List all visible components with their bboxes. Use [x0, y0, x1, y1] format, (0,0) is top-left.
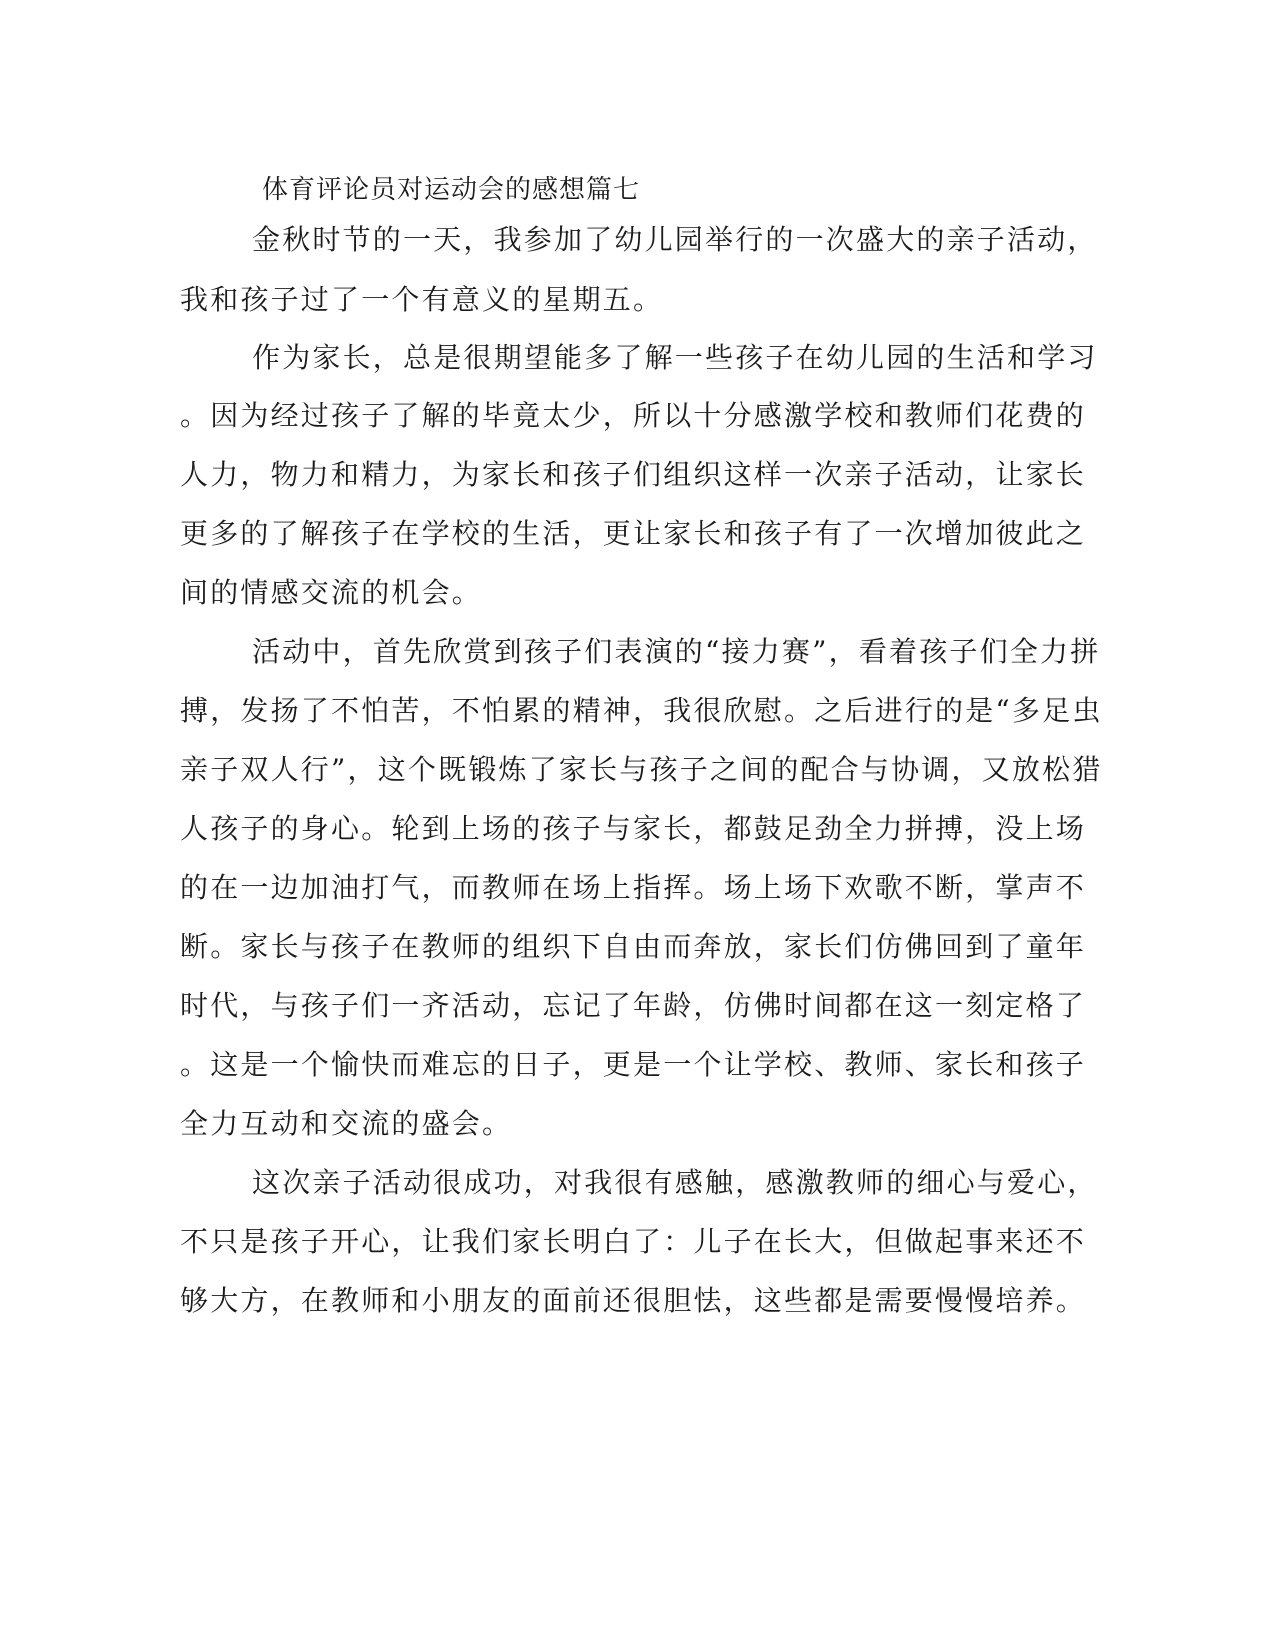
paragraph-1-line-1: 金秋时节的一天，我参加了幼儿园举行的一次盛大的亲子活动， — [252, 223, 1098, 256]
paragraph-3-line-3: 亲子双人行”，这个既锻炼了家长与孩子之间的配合与协调，又放松猎 — [180, 753, 1103, 786]
paragraph-1-line-2: 我和孩子过了一个有意义的星期五。 — [180, 283, 664, 316]
paragraph-3-line-2: 搏，发扬了不怕苦，不怕累的精神，我很欣慰。之后进行的是“多足虫 — [180, 694, 1103, 727]
paragraph-3-line-7: 时代，与孩子们一齐活动，忘记了年龄，仿佛时间都在这一刻定格了 — [180, 989, 1087, 1022]
paragraph-3-line-5: 的在一边加油打气，而教师在场上指挥。场上场下欢歌不断，掌声不 — [180, 871, 1087, 904]
paragraph-4-line-3: 够大方，在教师和小朋友的面前还很胆怯，这些都是需要慢慢培养。 — [180, 1284, 1087, 1317]
paragraph-2-line-2: 。因为经过孩子了解的毕竟太少，所以十分感激学校和教师们花费的 — [180, 399, 1087, 432]
paragraph-3-line-1: 活动中，首先欣赏到孩子们表演的“接力赛”，看着孩子们全力拼 — [252, 635, 1101, 668]
paragraph-3-line-6: 断。家长与孩子在教师的组织下自由而奔放，家长们仿佛回到了童年 — [180, 930, 1087, 963]
paragraph-2-line-5: 间的情感交流的机会。 — [180, 576, 483, 609]
paragraph-2-line-1: 作为家长，总是很期望能多了解一些孩子在幼儿园的生活和学习 — [252, 341, 1098, 374]
document-title: 体育评论员对运动会的感想篇七 — [262, 175, 641, 205]
paragraph-3-line-8: 。这是一个愉快而难忘的日子，更是一个让学校、教师、家长和孩子 — [180, 1048, 1087, 1081]
paragraph-2-line-4: 更多的了解孩子在学校的生活，更让家长和孩子有了一次增加彼此之 — [180, 517, 1087, 550]
paragraph-4-line-1: 这次亲子活动很成功，对我很有感触，感激教师的细心与爱心， — [252, 1166, 1098, 1199]
paragraph-4-line-2: 不只是孩子开心，让我们家长明白了：儿子在长大，但做起事来还不 — [180, 1225, 1087, 1258]
paragraph-3-line-4: 人孩子的身心。轮到上场的孩子与家长，都鼓足劲全力拼搏，没上场 — [180, 812, 1087, 845]
paragraph-3-line-9: 全力互动和交流的盛会。 — [180, 1107, 513, 1140]
paragraph-2-line-3: 人力，物力和精力，为家长和孩子们组织这样一次亲子活动，让家长 — [180, 458, 1087, 491]
